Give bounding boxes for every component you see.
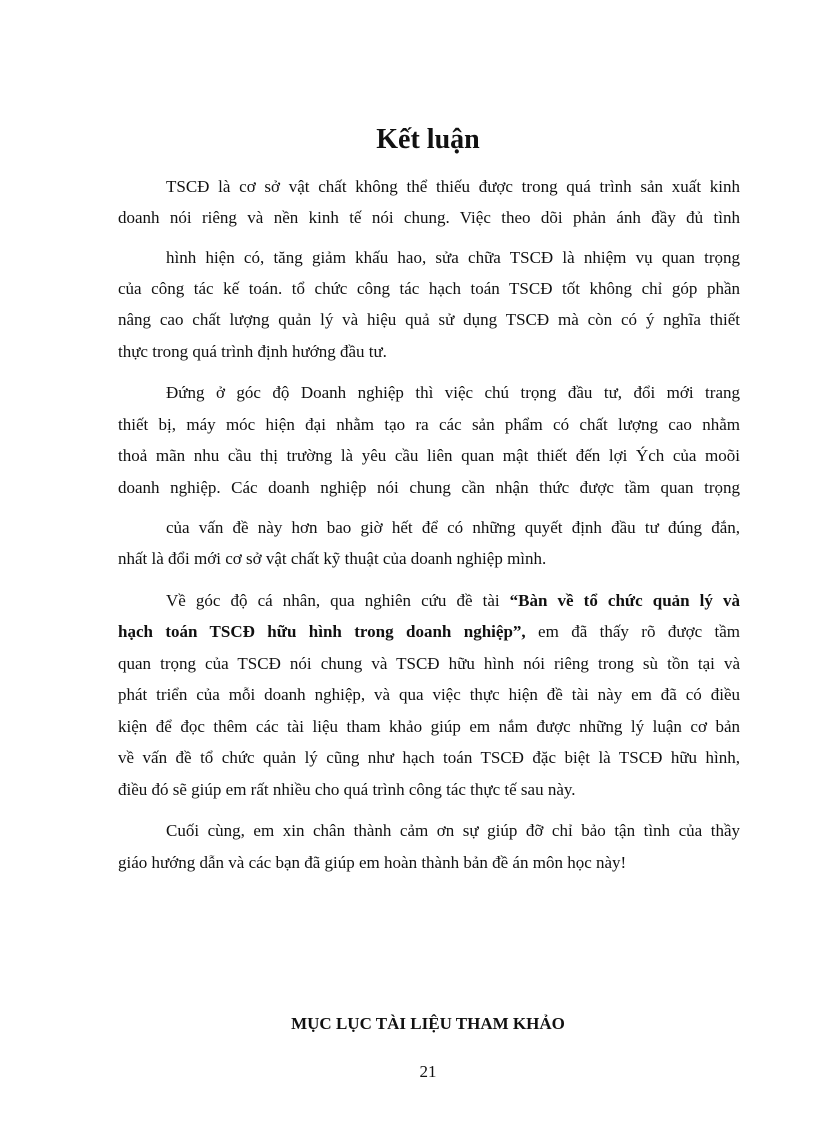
paragraph-3-line-2	[118, 620, 740, 644]
paragraph-3-topic-title-part-1: “Bàn về tổ chức quản lý và	[509, 591, 740, 610]
paragraph-3-line-2-text: em đã thấy rõ được tầm	[525, 622, 740, 641]
paragraph-4-line-1: Cuối cùng, em xin chân thành cảm ơn sự giúp đỡ chỉ bảo tận tình của thầy	[166, 821, 740, 840]
page-number: 21	[419, 1062, 437, 1081]
paragraph-2-line-5: của vấn đề này hơn bao giờ hết để có những quyết định đầu tư đúng đắn,	[166, 518, 740, 537]
paragraph-2-line-1: Đứng ở góc độ Doanh nghiệp thì việc chú trọng đầu tư, đổi mới trang	[166, 383, 740, 402]
paragraph-1-line-4: của công tác kế toán. tổ chức công tác hạch toán TSCĐ tốt không chỉ góp phần	[118, 279, 740, 298]
references-heading: MỤC LỤC TÀI LIỆU THAM KHẢO	[291, 1014, 565, 1033]
paragraph-2-line-3: thoả mãn nhu cầu thị trường là yêu cầu liên quan mật thiết đến lợi Ých của moõi	[118, 446, 740, 465]
paragraph-3-line-7: điều đó sẽ giúp em rất nhiều cho quá trình công tác thực tế sau này.	[118, 780, 576, 799]
paragraph-3-topic-title-part-2: hạch toán TSCĐ hữu hình trong doanh nghiệp”,	[118, 622, 526, 641]
paragraph-1-line-6: thực trong quá trình định hướng đầu tư.	[118, 342, 387, 361]
paragraph-1-line-3: hình hiện có, tăng giảm khấu hao, sửa chữa TSCĐ là nhiệm vụ quan trọng	[166, 248, 740, 267]
paragraph-3-line-4: phát triển của mỗi doanh nghiệp, và qua việc thực hiện đề tài này em đã có điều	[118, 685, 740, 704]
paragraph-1-line-5: nâng cao chất lượng quản lý và hiệu quả sử dụng TSCĐ mà còn có ý nghĩa thiết	[118, 310, 740, 329]
paragraph-2-line-6: nhất là đổi mới cơ sở vật chất kỹ thuật của doanh nghiệp mình.	[118, 549, 547, 568]
paragraph-3-line-3: quan trọng của TSCĐ nói chung và TSCĐ hữu hình nói riêng trong sù tồn tại và	[118, 654, 740, 673]
paragraph-3-line-5: kiện để đọc thêm các tài liệu tham khảo giúp em nắm được những lý luận cơ bản	[118, 717, 740, 736]
paragraph-2-line-4: doanh nghiệp. Các doanh nghiệp nói chung cần nhận thức được tầm quan trọng	[118, 478, 740, 497]
page-title: Kết luận	[376, 124, 480, 155]
paragraph-3-line-1	[166, 589, 740, 613]
paragraph-4-line-2: giáo hướng dẫn và các bạn đã giúp em hoàn thành bản đề án môn học này!	[118, 853, 627, 872]
paragraph-3-line-6: về vấn đề tổ chức quản lý cũng như hạch toán TSCĐ đặc biệt là TSCĐ hữu hình,	[118, 748, 740, 767]
paragraph-3-line-1-text: Về góc độ cá nhân, qua nghiên cứu đề tài	[166, 591, 510, 610]
paragraph-1-line-2: doanh nói riêng và nền kinh tế nói chung. Việc theo dõi phản ánh đầy đủ tình	[118, 208, 740, 227]
paragraph-1-line-1: TSCĐ là cơ sở vật chất không thể thiếu được trong quá trình sản xuất kinh	[166, 177, 740, 196]
paragraph-2-line-2: thiết bị, máy móc hiện đại nhằm tạo ra các sản phẩm có chất lượng cao nhằm	[118, 415, 740, 434]
